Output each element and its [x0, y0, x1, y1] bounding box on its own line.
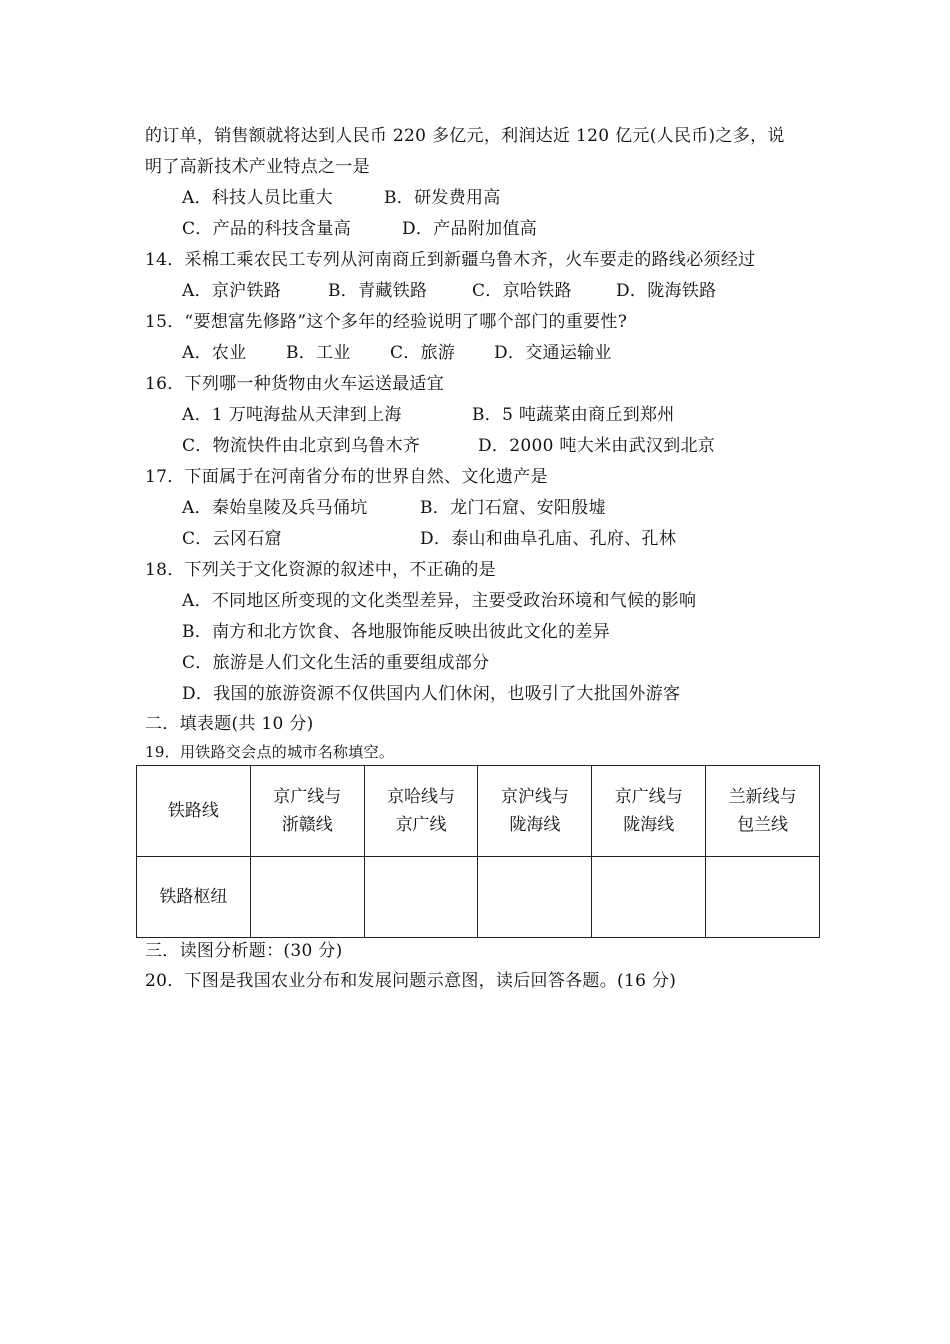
line-pair-label: 京广线与浙赣线 [273, 787, 342, 835]
table-cell-line-1 [250, 766, 364, 857]
question-17-option-d: D．泰山和曲阜孔庙、孔府、孔林 [420, 529, 677, 549]
answer-cell-1[interactable] [250, 857, 364, 938]
question-16-options-row-1 [182, 403, 675, 427]
question-14-option-c: C．京哈铁路 [472, 281, 572, 301]
question-16-option-a: A．1 万吨海盐从天津到上海 [182, 405, 402, 425]
question-15-options [182, 341, 612, 365]
question-15-option-a: A．农业 [182, 343, 247, 363]
railway-junction-table [136, 765, 820, 938]
line-pair-label: 京广线与陇海线 [614, 787, 683, 835]
section-3-heading: 三．读图分析题：(30 分) [145, 941, 343, 961]
table-cell-line-4 [592, 766, 706, 857]
question-18-option-a: A．不同地区所变现的文化类型差异，主要受政治环境和气候的影响 [182, 591, 697, 611]
question-17-option-a: A．秦始皇陵及兵马俑坑 [182, 498, 368, 518]
section-2-heading: 二．填表题(共 10 分) [145, 714, 314, 734]
table-header-junction: 铁路枢纽 [137, 857, 251, 938]
question-15-option-d: D．交通运输业 [494, 343, 612, 363]
question-13-stem-line-2: 明了高新技术产业特点之一是 [145, 157, 370, 177]
line-pair-label: 京哈线与京广线 [387, 787, 456, 835]
question-14-option-a: A．京沪铁路 [182, 281, 282, 301]
question-20-stem: 20．下图是我国农业分布和发展问题示意图，读后回答各题。(16 分) [145, 971, 677, 991]
table-cell-line-3 [478, 766, 592, 857]
question-13-option-c: C．产品的科技含量高 [182, 219, 352, 239]
question-17-option-b: B．龙门石窟、安阳殷墟 [420, 498, 606, 518]
answer-cell-4[interactable] [592, 857, 706, 938]
question-16-option-c: C．物流快件由北京到乌鲁木齐 [182, 436, 421, 456]
question-13-options-row-1 [182, 186, 501, 210]
question-16-option-d: D．2000 吨大米由武汉到北京 [478, 436, 716, 456]
line-pair-label: 兰新线与包兰线 [728, 787, 797, 835]
question-17-options-row-1 [182, 496, 606, 520]
question-15-option-b: B．工业 [286, 343, 351, 363]
question-18-option-d: D．我国的旅游资源不仅供国内人们休闲，也吸引了大批国外游客 [182, 684, 681, 704]
question-15-option-c: C．旅游 [390, 343, 456, 363]
question-17-options-row-2 [182, 527, 676, 551]
question-16-options-row-2 [182, 434, 715, 458]
question-13-option-a: A．科技人员比重大 [182, 188, 333, 208]
question-17-option-c: C．云冈石窟 [182, 529, 282, 549]
question-13-options-row-2 [182, 217, 537, 241]
question-18-option-c: C．旅游是人们文化生活的重要组成部分 [182, 653, 490, 673]
question-16-stem: 16．下列哪一种货物由火车运送最适宜 [145, 374, 445, 394]
table-row-junctions [137, 857, 820, 938]
table-row-railway-lines [137, 766, 820, 857]
question-14-option-b: B．青藏铁路 [328, 281, 428, 301]
table-cell-line-2 [364, 766, 478, 857]
question-19-stem: 19．用铁路交会点的城市名称填空。 [145, 743, 395, 761]
question-14-stem: 14．采棉工乘农民工专列从河南商丘到新疆乌鲁木齐，火车要走的路线必须经过 [145, 250, 756, 270]
question-13-option-d: D．产品附加值高 [402, 219, 538, 239]
table-cell-line-5 [706, 766, 820, 857]
question-14-option-d: D．陇海铁路 [616, 281, 717, 301]
answer-cell-5[interactable] [706, 857, 820, 938]
question-18-stem: 18．下列关于文化资源的叙述中，不正确的是 [145, 560, 496, 580]
question-18-option-b: B．南方和北方饮食、各地服饰能反映出彼此文化的差异 [182, 622, 610, 642]
table-header-railway-line: 铁路线 [137, 766, 251, 857]
question-13-option-b: B．研发费用高 [384, 188, 501, 208]
line-pair-label: 京沪线与陇海线 [500, 787, 569, 835]
question-14-options [182, 279, 716, 303]
question-13-stem-line-1: 的订单，销售额就将达到人民币 220 多亿元，利润达近 120 亿元(人民币)之多，说 [145, 126, 785, 146]
answer-cell-3[interactable] [478, 857, 592, 938]
question-16-option-b: B．5 吨蔬菜由商丘到郑州 [472, 405, 675, 425]
question-15-stem: 15．“要想富先修路”这个多年的经验说明了哪个部门的重要性? [145, 312, 628, 332]
answer-cell-2[interactable] [364, 857, 478, 938]
question-17-stem: 17．下面属于在河南省分布的世界自然、文化遗产是 [145, 467, 548, 487]
